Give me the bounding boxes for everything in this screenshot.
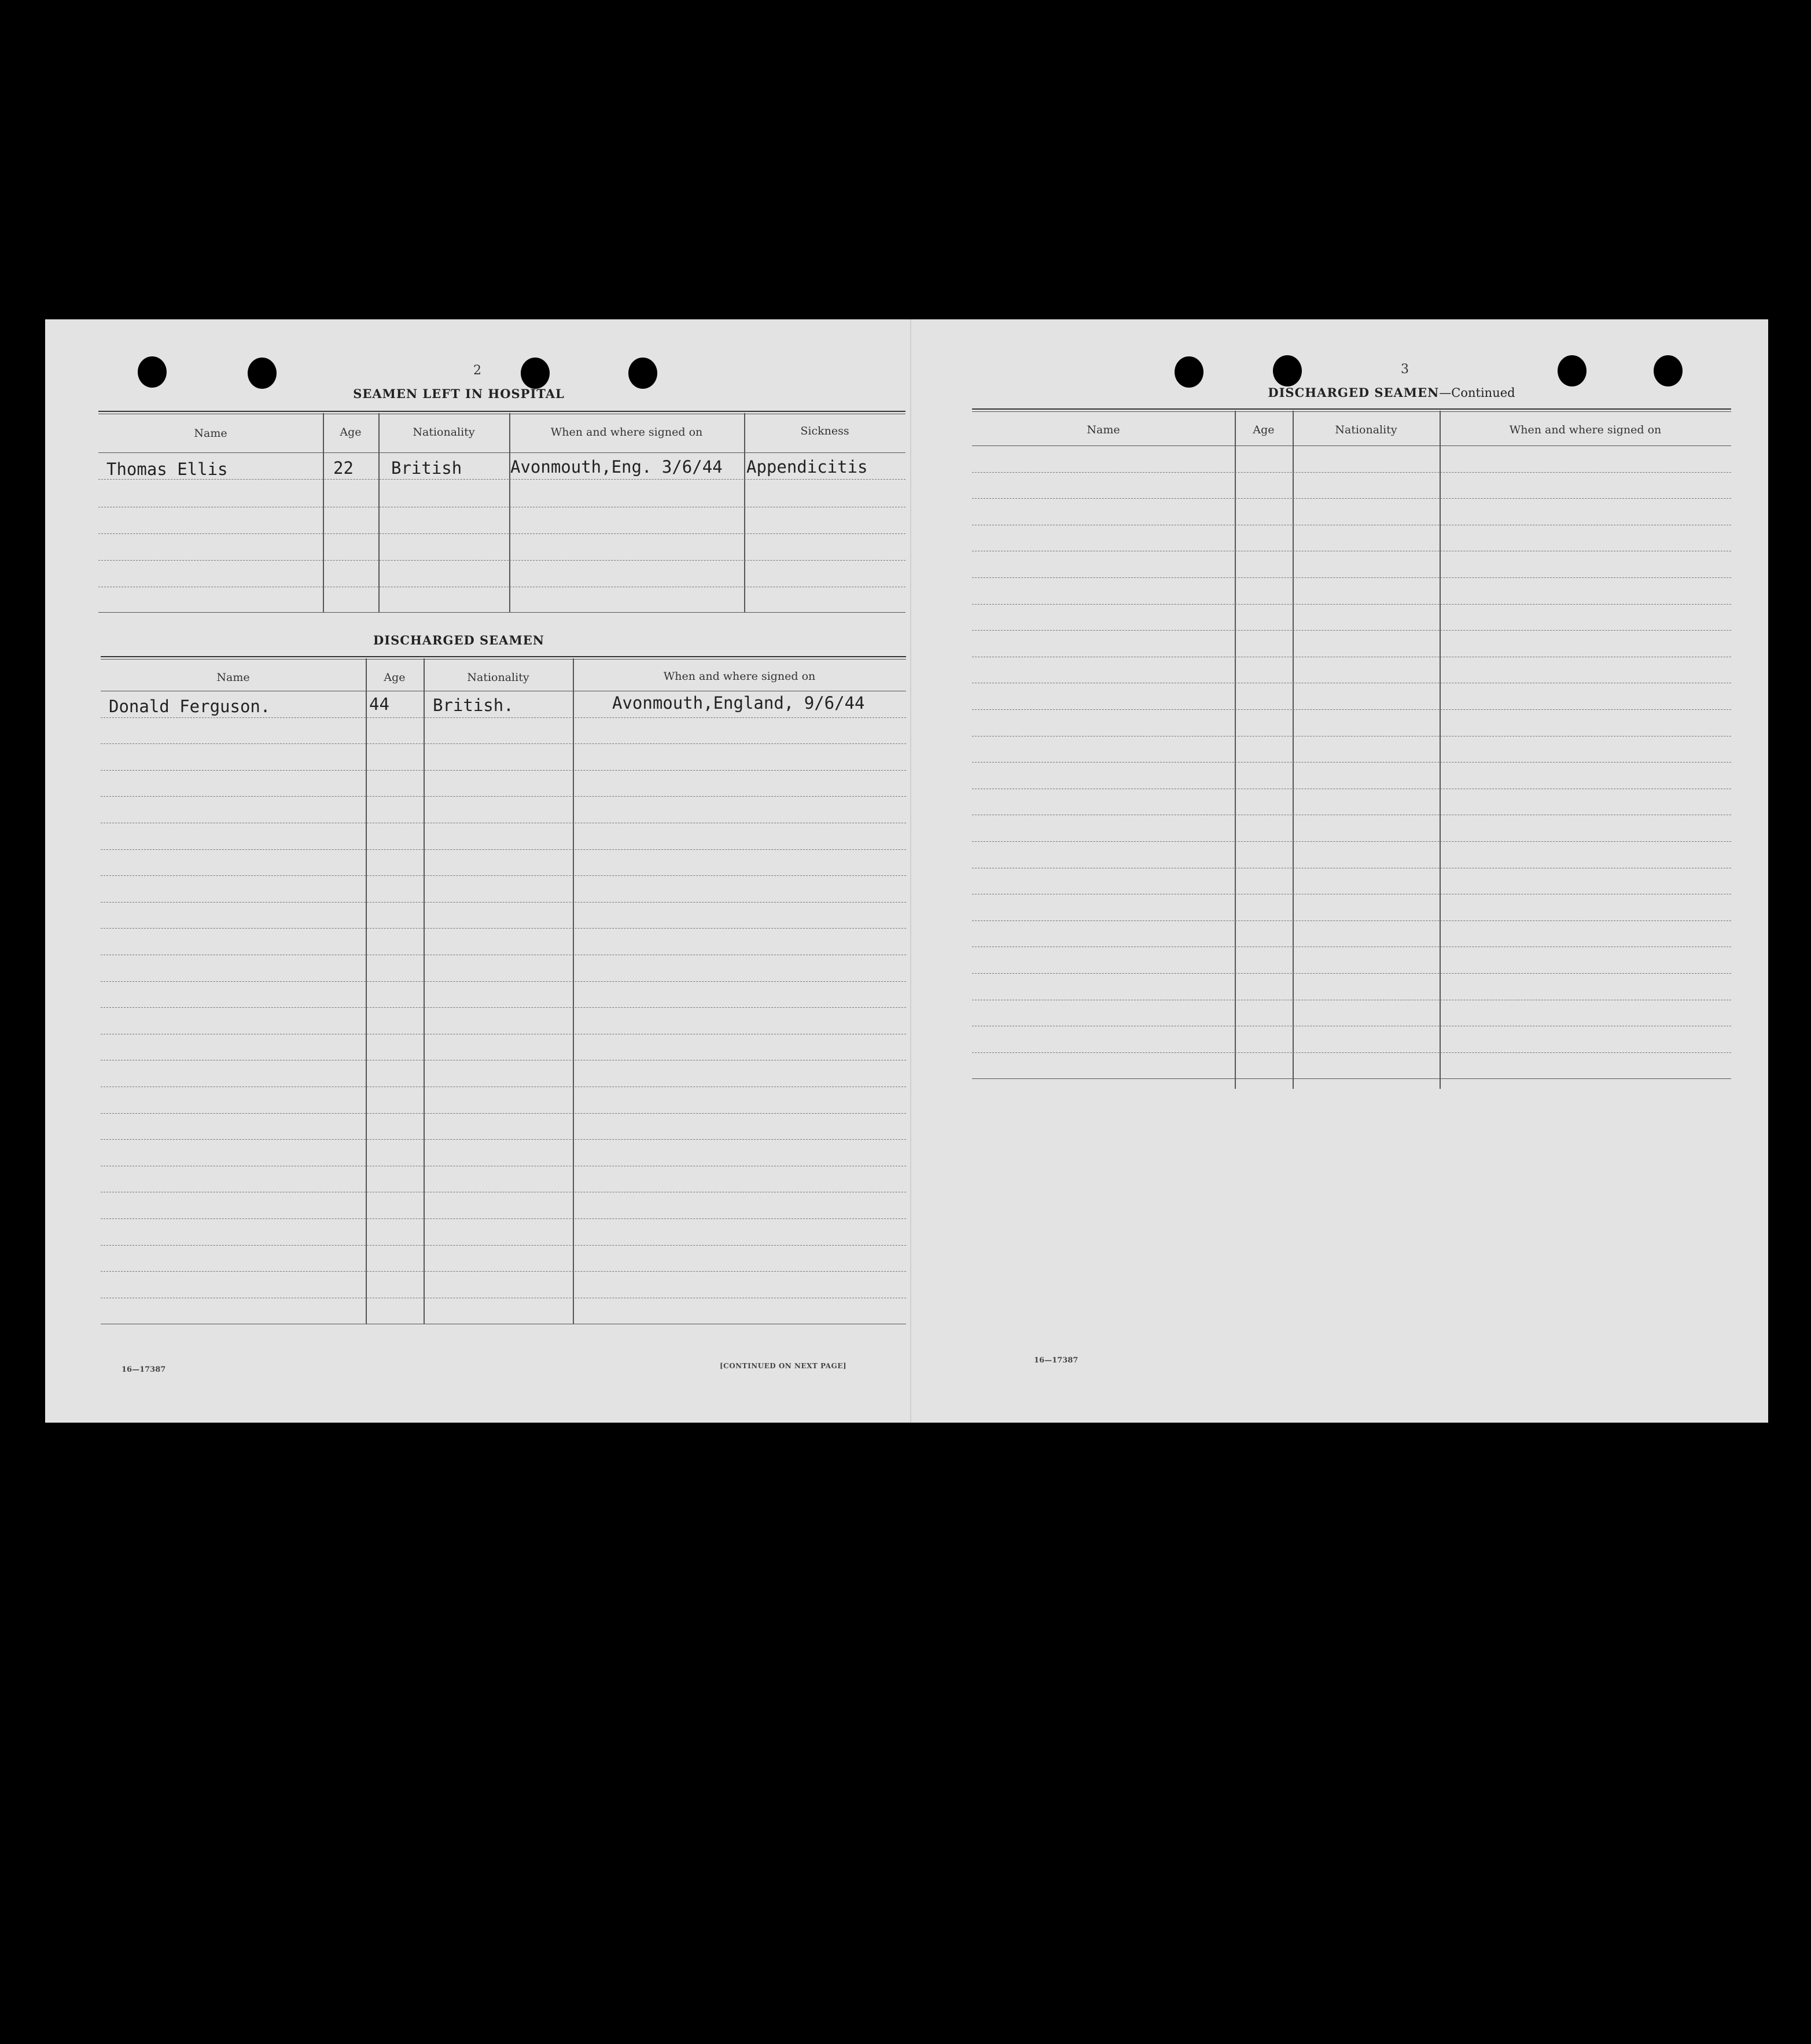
seaman-nationality: British	[391, 458, 462, 478]
ruled-line	[972, 604, 1731, 605]
ruled-line	[972, 1052, 1731, 1053]
ruled-line	[101, 875, 906, 876]
ruled-line	[972, 445, 1731, 446]
ruled-line	[972, 973, 1731, 974]
title-suffix: —Continued	[1439, 386, 1515, 400]
ruled-line	[101, 1245, 906, 1246]
ruled-line	[101, 1113, 906, 1114]
ruled-line	[101, 981, 906, 982]
seaman-signed-on: Avonmouth,England, 9/6/44	[612, 693, 865, 713]
discharged-table	[101, 656, 906, 1327]
page-number: 2	[473, 363, 481, 378]
col-head-age: Age	[384, 671, 406, 684]
col-head-name: Name	[1087, 423, 1120, 436]
discharged-section-title: DISCHARGED SEAMEN	[373, 633, 544, 647]
ruled-line	[972, 762, 1731, 763]
left-page	[45, 319, 910, 1423]
ruled-line	[972, 920, 1731, 921]
ruled-line	[972, 946, 1731, 947]
hospital-table	[98, 411, 906, 619]
col-head-signed-on: When and where signed on	[1509, 423, 1662, 436]
ruled-line	[972, 472, 1731, 473]
seaman-age: 44	[369, 694, 389, 714]
seaman-nationality: British.	[433, 695, 514, 715]
seaman-sickness: Appendicitis	[746, 457, 868, 477]
ruled-line	[972, 841, 1731, 842]
form-code: 16—17387	[1034, 1356, 1078, 1365]
seaman-age: 22	[333, 458, 354, 478]
ruled-line	[101, 1139, 906, 1140]
ruled-line	[101, 796, 906, 797]
col-head-nationality: Nationality	[1335, 423, 1397, 436]
ruled-line	[972, 630, 1731, 631]
continued-note: [CONTINUED ON NEXT PAGE]	[720, 1362, 847, 1370]
seaman-name: Thomas Ellis	[106, 459, 228, 479]
title-main: DISCHARGED SEAMEN	[1268, 385, 1440, 400]
form-code: 16—17387	[122, 1365, 166, 1374]
col-head-name: Name	[216, 671, 250, 684]
page-number: 3	[1401, 362, 1409, 377]
ruled-line	[101, 770, 906, 771]
col-head-age: Age	[1253, 423, 1275, 436]
discharged-continued-title	[1218, 385, 1565, 400]
discharged-continued-table	[972, 408, 1731, 1091]
ruled-line	[972, 1078, 1731, 1079]
ruled-line	[101, 849, 906, 850]
ruled-line	[101, 902, 906, 903]
ruled-line	[101, 717, 906, 718]
col-head-signed-on: When and where signed on	[663, 670, 816, 683]
ruled-line	[101, 1218, 906, 1219]
seaman-signed-on: Avonmouth,Eng. 3/6/44	[510, 457, 723, 477]
ruled-line	[101, 1007, 906, 1008]
col-head-signed-on: When and where signed on	[550, 426, 703, 439]
hospital-section-title: SEAMEN LEFT IN HOSPITAL	[353, 386, 565, 401]
seaman-name: Donald Ferguson.	[109, 697, 271, 716]
ledger-sheet	[45, 319, 1768, 1423]
col-head-nationality: Nationality	[467, 671, 529, 684]
ruled-line	[101, 743, 906, 744]
ruled-line	[101, 1271, 906, 1272]
ruled-line	[972, 709, 1731, 710]
col-head-nationality: Nationality	[413, 426, 475, 439]
right-page	[911, 319, 1768, 1423]
ruled-line	[972, 498, 1731, 499]
col-head-name: Name	[194, 427, 227, 440]
ruled-line	[972, 577, 1731, 578]
ruled-line	[101, 928, 906, 929]
col-head-age: Age	[340, 426, 362, 439]
col-head-sickness: Sickness	[800, 425, 849, 437]
